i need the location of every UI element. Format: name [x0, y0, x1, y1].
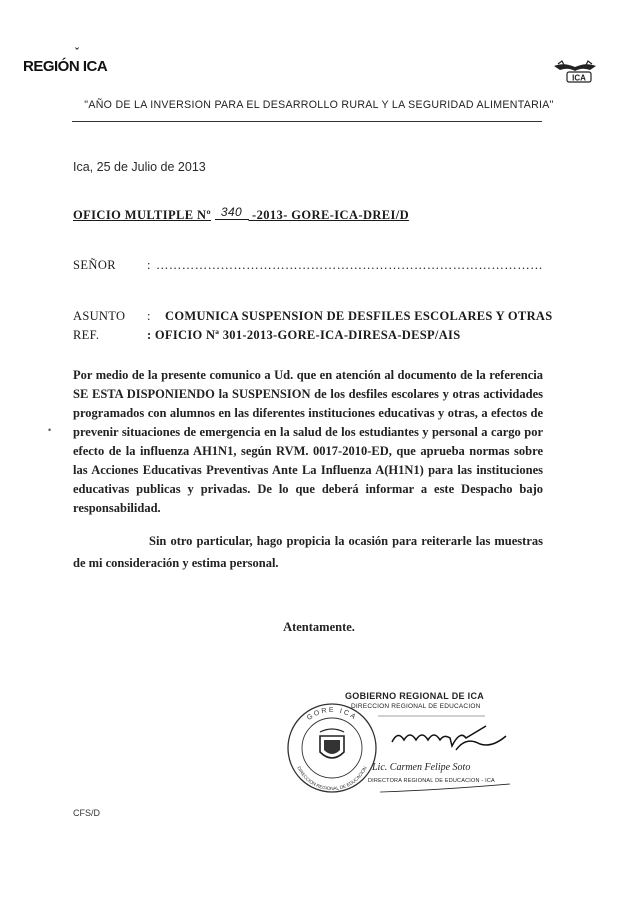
signature-scribble: [392, 726, 506, 750]
stamp-shield-icon: [320, 729, 344, 758]
letter-date: Ica, 25 de Julio de 2013: [73, 160, 206, 174]
oficio-suffix: -2013- GORE-ICA-DREI/D: [248, 208, 410, 222]
ref-value: : OFICIO Nª 301-2013-GORE-ICA-DIRESA-DESP/AIS: [147, 328, 461, 342]
asunto-value: COMUNICA SUSPENSION DE DESFILES ESCOLARES Y OTRAS: [165, 309, 553, 323]
reference-initials: CFS/D: [73, 808, 100, 818]
asunto-colon: :: [147, 309, 151, 323]
logo-accent-mark: ˇ: [75, 47, 79, 59]
senor-label: SEÑOR: [73, 258, 116, 272]
asunto-label: ASUNTO: [73, 309, 126, 323]
stamp-subtitle: DIRECCION REGIONAL DE EDUCACION: [351, 703, 481, 710]
header-motto: "AÑO DE LA INVERSION PARA EL DESARROLLO RURAL Y LA SEGURIDAD ALIMENTARIA": [84, 99, 554, 111]
oficio-number-line: [73, 205, 410, 223]
region-ica-logo: [23, 47, 108, 75]
stamp-ring-bottom-text: DIRECCION REGIONAL DE EDUCACION: [296, 765, 368, 792]
closing-paragraph: Sin otro particular, hago propicia la ocasión para reiterarle las muestras de mi consideración y estima personal.: [73, 534, 543, 570]
stamp-ring-top-text: GORE ICA: [305, 706, 359, 722]
header-divider: [72, 121, 542, 122]
ref-label: REF.: [73, 328, 100, 342]
oficio-handwritten-number: 340: [215, 205, 249, 220]
stamp-organization: GOBIERNO REGIONAL DE ICA: [345, 691, 485, 701]
body-paragraph: Por medio de la presente comunico a Ud. que en atención al documento de la referencia SE ESTA DISPONIENDO la SUSPENSION de los desfiles escolares y otras actividades programados con alumnos en las diferentes instituciones educativas y otras, a efectos de prevenir situaciones de emergencia en la salud de los estudiantes y personal a cargo por efecto de la influenza AH1N1, según RVM. 0017-2010-ED, que aprueba normas sobre las Acciones Educativas Preventivas Ante La Influenza A(H1N1) para las instituciones educativas publicas y privadas. De lo que deberá informar a este Despacho bajo responsabilidad.: [73, 368, 543, 515]
ica-emblem-icon: [552, 60, 598, 86]
logo-left-text: REGIÓN ICA: [23, 58, 108, 75]
letter-body: [73, 366, 543, 518]
oficio-prefix: OFICIO MULTIPLE N: [73, 208, 207, 222]
signer-title: DIRECTORA REGIONAL DE EDUCACION - ICA: [368, 778, 495, 784]
sign-off: Atentamente.: [283, 620, 355, 634]
logo-right-text: ICA: [572, 73, 586, 83]
senor-blank-line: ………………………………………………………………………………: [156, 258, 543, 272]
margin-tick-mark: •: [48, 425, 52, 435]
oficio-ordinal-sign: º: [206, 208, 211, 222]
senor-colon: :: [147, 258, 151, 272]
letter-closing: [73, 530, 543, 574]
signer-name: Lic. Carmen Felipe Soto: [372, 762, 471, 773]
